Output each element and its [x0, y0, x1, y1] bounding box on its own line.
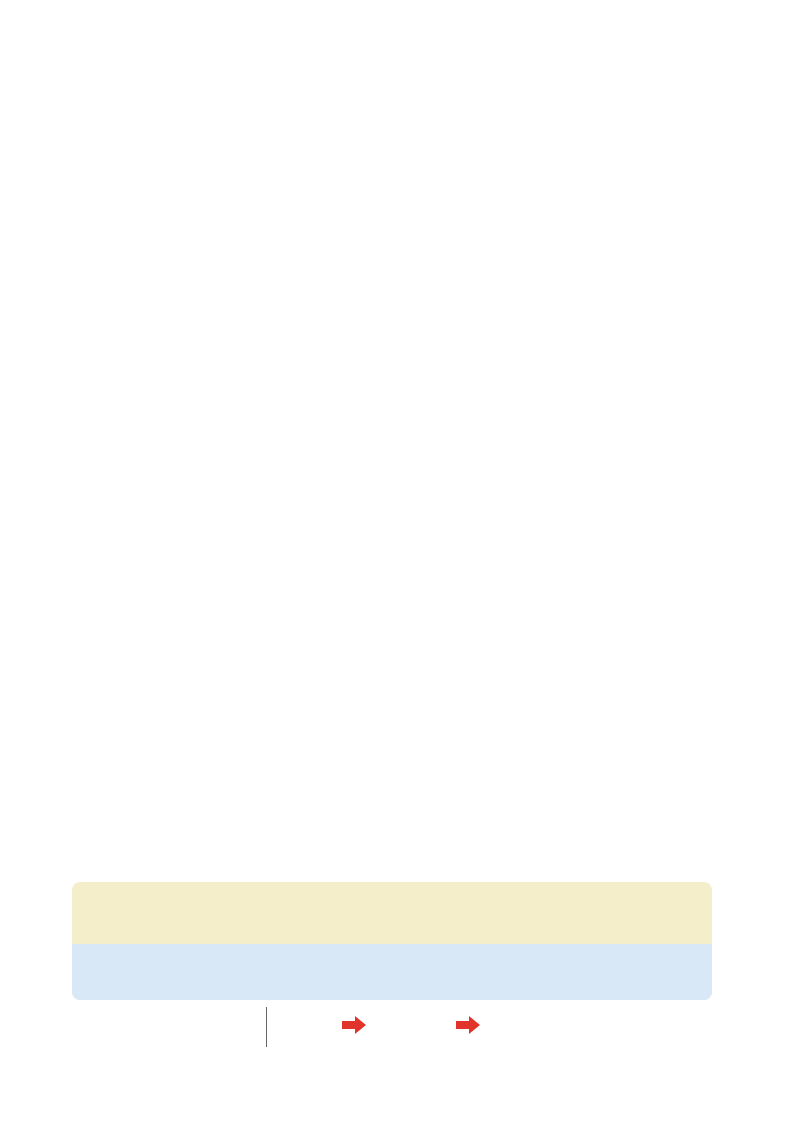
paragraph-line [78, 264, 728, 320]
new-characters-panel [72, 882, 712, 1000]
paragraph-line [78, 318, 728, 374]
synonyms-list [78, 852, 132, 872]
paragraph-line [78, 652, 728, 708]
paragraph-7 [78, 483, 728, 559]
flow-step-1 [278, 1008, 338, 1010]
paragraph-4 [78, 103, 728, 159]
character-row [72, 882, 712, 944]
paragraph-6 [78, 318, 728, 374]
paragraph-line [78, 103, 728, 159]
flow-divider [266, 1007, 267, 1047]
paragraph-8 [78, 598, 728, 654]
paragraph-line [78, 483, 728, 539]
flow-step-3 [484, 1008, 594, 1010]
paragraph-5 [78, 264, 728, 320]
arrow-right-icon [456, 1016, 480, 1034]
paragraph-9 [78, 652, 728, 708]
flow-step-2 [370, 1008, 450, 1010]
antonyms-list [408, 852, 462, 872]
character-words-row [72, 944, 712, 1000]
paragraph-line [78, 598, 728, 654]
arrow-right-icon [342, 1016, 366, 1034]
